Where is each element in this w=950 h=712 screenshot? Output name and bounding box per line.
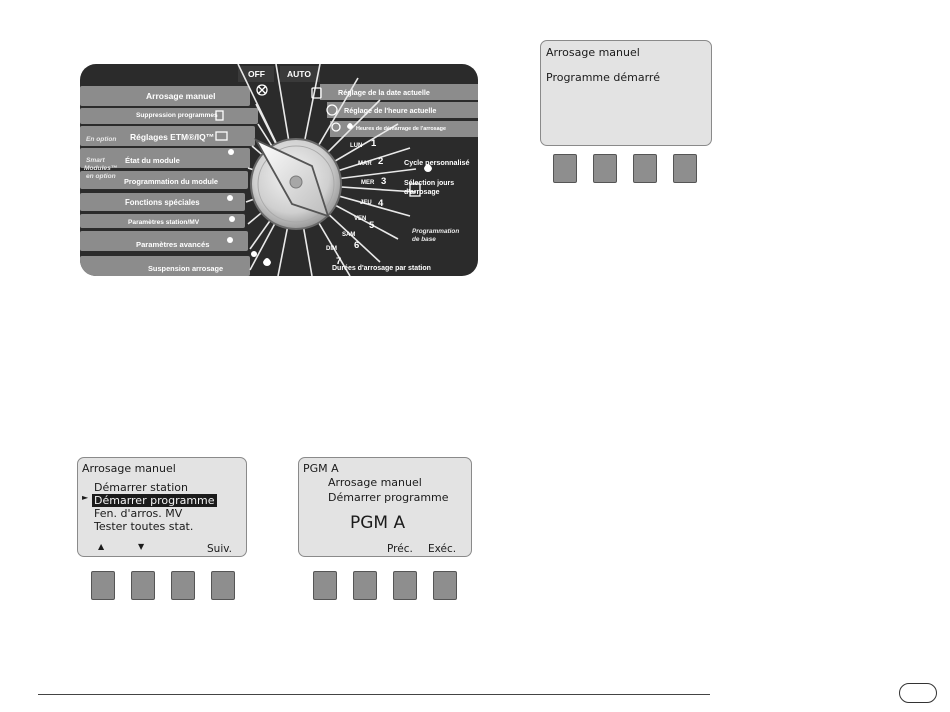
hardware-button-3[interactable] — [171, 571, 195, 600]
dial-label-heure: Réglage de l'heure actuelle — [344, 106, 437, 115]
down-button[interactable] — [131, 571, 155, 600]
dial-label-etat: État du module — [125, 156, 180, 165]
dial-label-programmation-2: de base — [412, 236, 436, 243]
dial-day-label: LUN — [350, 143, 363, 149]
dial-label-heures-demarrage: Heures de démarrage de l'arrosage — [356, 126, 446, 132]
dial-label-suspension: Suspension arrosage — [148, 264, 224, 273]
softkey-label-suiv: Suiv. — [207, 543, 232, 555]
hardware-button-4[interactable] — [673, 154, 697, 183]
dial-label-programmation-1: Programmation — [412, 228, 460, 235]
dial-day-label: DIM — [326, 246, 337, 252]
menu-item[interactable]: Fen. d'arros. MV — [94, 507, 183, 520]
up-button[interactable] — [91, 571, 115, 600]
selection-arrow-icon: ► — [82, 493, 89, 502]
run-button[interactable] — [433, 571, 457, 600]
screen-title: Arrosage manuel — [82, 462, 176, 475]
dial-label-suppression: Suppression programmes — [136, 112, 218, 119]
up-arrow-icon: ▲ — [98, 542, 105, 551]
dial-label-etm: Réglages ETM®/IQ™ — [130, 132, 215, 142]
screen-title: Arrosage manuel — [546, 46, 640, 59]
dial-auto-label: AUTO — [287, 69, 311, 79]
menu-item[interactable]: Tester toutes stat. — [94, 520, 194, 533]
dial-label-smart-3: en option — [86, 173, 116, 180]
dial-label-parametres-avances: Paramètres avancés — [136, 240, 210, 249]
dial-day-num: 5 — [369, 220, 375, 231]
dial-label-date: Réglage de la date actuelle — [338, 88, 430, 97]
lcd-screen-pgm — [298, 457, 472, 557]
dial-label-selection-1: Sélection jours — [404, 180, 455, 187]
screen-message: Programme démarré — [546, 71, 660, 84]
lcd-screen-menu — [77, 457, 247, 557]
hardware-button-1[interactable] — [313, 571, 337, 600]
softkey-label-prec: Préc. — [387, 543, 413, 555]
dial-day-num: 4 — [378, 198, 384, 209]
back-button[interactable] — [393, 571, 417, 600]
dial-label-fonctions: Fonctions spéciales — [125, 198, 200, 207]
dial-day-num: 2 — [378, 156, 384, 167]
screen-title: PGM A — [303, 462, 339, 475]
dial-off-label: OFF — [248, 69, 265, 79]
next-button[interactable] — [211, 571, 235, 600]
hardware-button-3[interactable] — [633, 154, 657, 183]
footer-divider — [38, 694, 710, 695]
hardware-button-2[interactable] — [353, 571, 377, 600]
menu-item-selected[interactable]: Démarrer programme — [94, 494, 215, 507]
dial-label-selection-2: d'arrosage — [404, 189, 440, 196]
dial-day-num: 6 — [354, 240, 360, 251]
page-number-badge — [899, 683, 937, 703]
down-arrow-icon: ▼ — [138, 542, 145, 551]
hardware-button-2[interactable] — [593, 154, 617, 183]
dial-day-num: 3 — [381, 176, 387, 187]
dial-label-parametres-station: Paramètres station/MV — [128, 219, 200, 226]
dial-day-label: SAM — [342, 232, 356, 238]
softkey-label-exec: Exéc. — [428, 543, 457, 555]
dial-day-label: MAR — [358, 161, 372, 167]
screen-line-2: Démarrer programme — [328, 491, 449, 504]
dial-day-num: 7 — [336, 256, 342, 267]
dial-day-label: JEU — [360, 200, 372, 206]
screen-line-1: Arrosage manuel — [328, 476, 422, 489]
dial-label-en-option: En option — [86, 136, 117, 143]
dial-label-smart-2: Modules™ — [84, 165, 118, 172]
dial-label-cycle: Cycle personnalisé — [404, 158, 470, 167]
dial-day-num: 1 — [371, 138, 377, 149]
controller-dial-panel — [80, 64, 478, 276]
menu-item[interactable]: Démarrer station — [94, 481, 188, 494]
dial-day-label: VEN — [354, 216, 367, 222]
dial-label-durees: Durées d'arrosage par station — [332, 265, 431, 272]
lcd-screen-programme-demarre — [540, 40, 712, 146]
dial-label-smart-1: Smart — [86, 157, 105, 164]
hardware-button-1[interactable] — [553, 154, 577, 183]
program-value: PGM A — [350, 513, 406, 533]
dial-label-arrosage-manuel: Arrosage manuel — [146, 91, 216, 101]
dial-label-programmation-module: Programmation du module — [124, 177, 219, 186]
dial-day-label: MER — [361, 180, 375, 186]
